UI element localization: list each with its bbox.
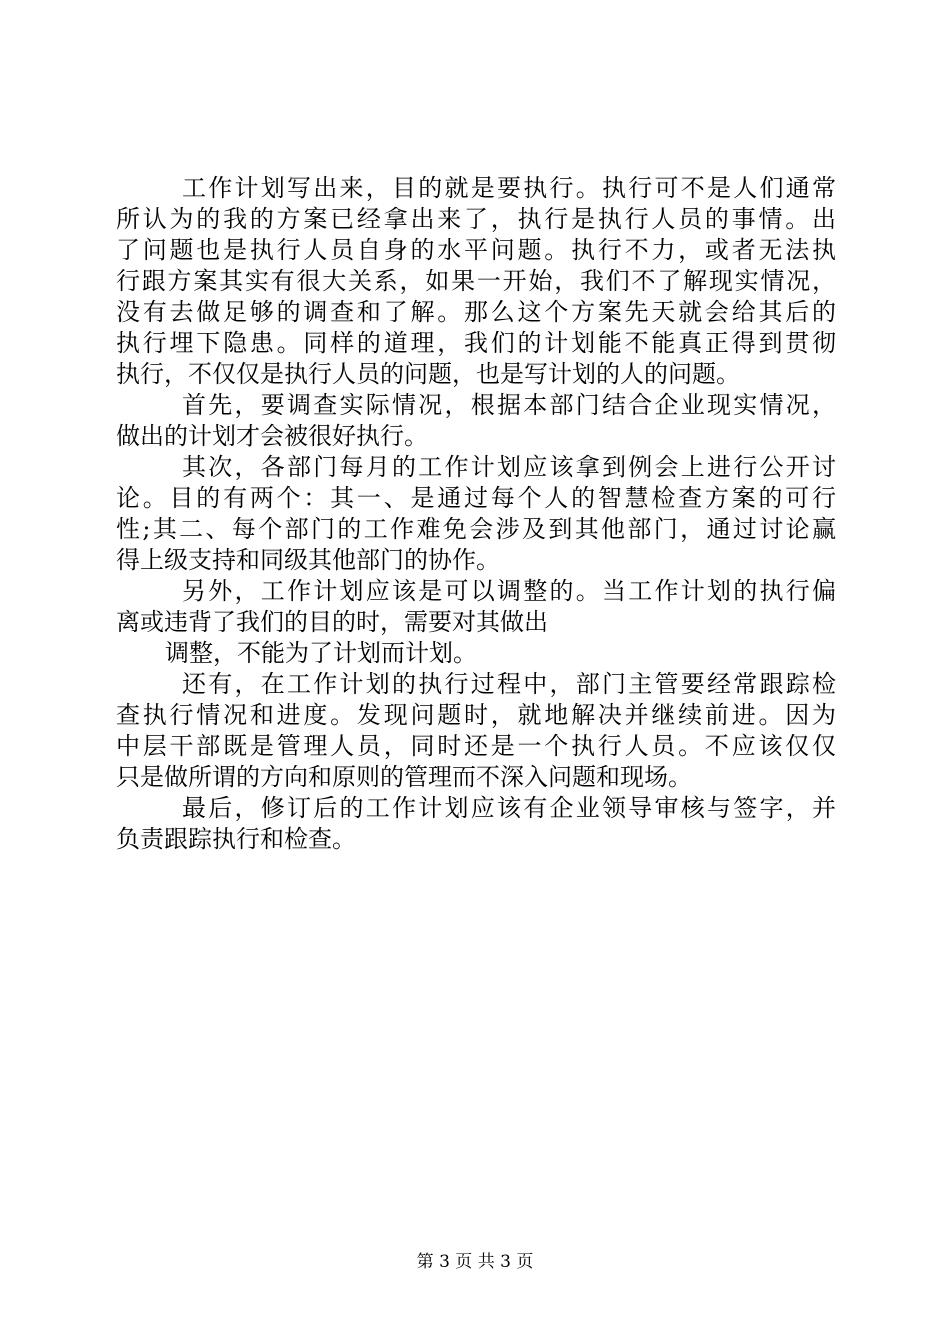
text-line: 首先，要调查实际情况，根据本部门结合企业现实情况， bbox=[182, 391, 836, 419]
text-line: 最后，修订后的工作计划应该有企业领导审核与签字，并 bbox=[182, 794, 836, 822]
text-line: 还有，在工作计划的执行过程中，部门主管要经常跟踪检 bbox=[182, 670, 836, 698]
text-line: 没有去做足够的调查和了解。那么这个方案先天就会给其后的 bbox=[116, 298, 836, 326]
text-line: 性;其二、每个部门的工作难免会涉及到其他部门，通过讨论赢 bbox=[116, 515, 836, 543]
text-line: 负责跟踪执行和检查。 bbox=[116, 825, 356, 853]
text-line: 执行，不仅仅是执行人员的问题，也是写计划的人的问题。 bbox=[116, 360, 740, 388]
page-footer bbox=[0, 1251, 950, 1273]
text-line: 所认为的我的方案已经拿出来了，执行是执行人员的事情。出 bbox=[116, 205, 836, 233]
text-line: 工作计划写出来，目的就是要执行。执行可不是人们通常 bbox=[182, 174, 836, 202]
text-line: 另外，工作计划应该是可以调整的。当工作计划的执行偏 bbox=[182, 577, 836, 605]
text-line: 中层干部既是管理人员，同时还是一个执行人员。不应该仅仅 bbox=[116, 732, 836, 760]
text-line: 执行埋下隐患。同样的道理，我们的计划能不能真正得到贯彻 bbox=[116, 329, 836, 357]
text-line: 论。目的有两个：其一、是通过每个人的智慧检查方案的可行 bbox=[116, 484, 836, 512]
text-line: 了问题也是执行人员自身的水平问题。执行不力，或者无法执 bbox=[116, 236, 836, 264]
text-line: 其次，各部门每月的工作计划应该拿到例会上进行公开讨 bbox=[182, 453, 836, 481]
page-number-label: 第 3 页 共 3 页 bbox=[416, 1252, 534, 1272]
text-line: 只是做所谓的方向和原则的管理而不深入问题和现场。 bbox=[116, 763, 692, 791]
text-line: 做出的计划才会被很好执行。 bbox=[116, 422, 428, 450]
text-line: 调整，不能为了计划而计划。 bbox=[165, 639, 477, 667]
text-line: 得上级支持和同级其他部门的协作。 bbox=[116, 546, 500, 574]
document-body bbox=[116, 173, 836, 855]
text-line: 离或违背了我们的目的时，需要对其做出 bbox=[116, 608, 548, 636]
text-line: 查执行情况和进度。发现问题时，就地解决并继续前进。因为 bbox=[116, 701, 836, 729]
text-line: 行跟方案其实有很大关系，如果一开始，我们不了解现实情况， bbox=[116, 267, 836, 295]
